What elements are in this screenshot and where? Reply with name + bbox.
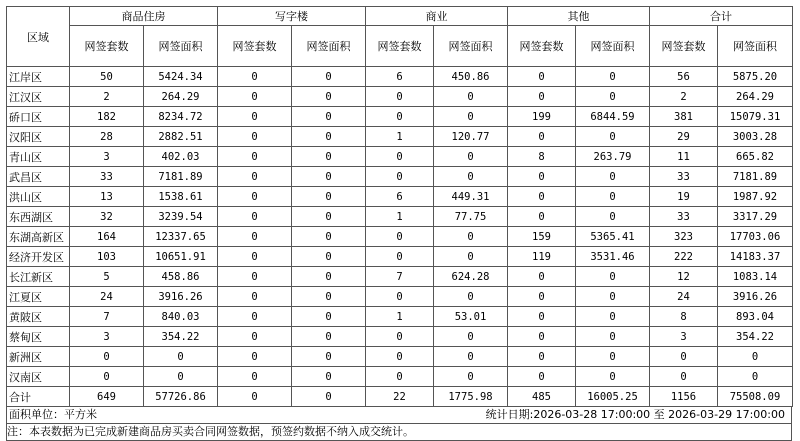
count-cell: 0 — [218, 287, 292, 307]
district-name: 江岸区 — [7, 67, 70, 87]
count-cell: 50 — [70, 67, 144, 87]
count-cell: 2 — [70, 87, 144, 107]
sub-header-count: 网签套数 — [508, 26, 576, 67]
count-cell: 29 — [650, 127, 718, 147]
table-row — [7, 187, 793, 207]
table-row — [7, 287, 793, 307]
count-cell: 0 — [366, 227, 434, 247]
count-cell: 1 — [366, 127, 434, 147]
count-cell: 6 — [366, 187, 434, 207]
count-cell: 0 — [508, 207, 576, 227]
area-cell: 0 — [576, 347, 650, 367]
count-cell: 0 — [218, 367, 292, 387]
table-row — [7, 327, 793, 347]
sub-header-count: 网签套数 — [650, 26, 718, 67]
district-name: 汉阳区 — [7, 127, 70, 147]
count-cell: 0 — [218, 207, 292, 227]
count-cell: 0 — [218, 227, 292, 247]
count-cell: 0 — [366, 327, 434, 347]
area-cell: 3531.46 — [576, 247, 650, 267]
area-cell: 77.75 — [434, 207, 508, 227]
table-row — [7, 107, 793, 127]
area-cell: 263.79 — [576, 147, 650, 167]
area-cell: 0 — [576, 267, 650, 287]
area-cell: 449.31 — [434, 187, 508, 207]
count-cell: 8 — [508, 147, 576, 167]
area-cell: 0 — [434, 107, 508, 127]
count-cell: 7 — [366, 267, 434, 287]
sub-header-area: 网签面积 — [144, 26, 218, 67]
count-cell: 0 — [218, 167, 292, 187]
area-cell: 0 — [292, 287, 366, 307]
area-cell: 0 — [576, 327, 650, 347]
sub-header-area: 网签面积 — [718, 26, 793, 67]
count-cell: 0 — [508, 307, 576, 327]
header-row-groups — [7, 7, 793, 26]
area-cell: 0 — [576, 187, 650, 207]
district-name: 长江新区 — [7, 267, 70, 287]
area-cell: 3003.28 — [718, 127, 793, 147]
group-header-office: 写字楼 — [218, 7, 366, 26]
count-cell: 33 — [650, 207, 718, 227]
area-cell: 0 — [292, 167, 366, 187]
count-cell: 103 — [70, 247, 144, 267]
count-cell: 24 — [70, 287, 144, 307]
count-cell: 0 — [218, 147, 292, 167]
count-cell: 0 — [508, 167, 576, 187]
area-cell: 8234.72 — [144, 107, 218, 127]
count-cell: 28 — [70, 127, 144, 147]
sub-header-count: 网签套数 — [70, 26, 144, 67]
count-cell: 13 — [70, 187, 144, 207]
group-header-residential: 商品住房 — [70, 7, 218, 26]
area-cell: 3916.26 — [144, 287, 218, 307]
district-name: 洪山区 — [7, 187, 70, 207]
count-cell: 0 — [508, 347, 576, 367]
area-cell: 893.04 — [718, 307, 793, 327]
table-row — [7, 267, 793, 287]
sub-header-area: 网签面积 — [292, 26, 366, 67]
area-cell: 0 — [576, 307, 650, 327]
table-row — [7, 347, 793, 367]
count-cell: 19 — [650, 187, 718, 207]
table-row — [7, 67, 793, 87]
district-name: 蔡甸区 — [7, 327, 70, 347]
count-cell: 0 — [508, 367, 576, 387]
count-cell: 6 — [366, 67, 434, 87]
count-cell: 33 — [650, 167, 718, 187]
count-cell: 159 — [508, 227, 576, 247]
table-row — [7, 127, 793, 147]
count-cell: 0 — [508, 87, 576, 107]
district-name: 江夏区 — [7, 287, 70, 307]
count-cell: 0 — [218, 387, 292, 407]
count-cell: 182 — [70, 107, 144, 127]
area-cell: 0 — [434, 327, 508, 347]
table-row — [7, 367, 793, 387]
count-cell: 0 — [218, 127, 292, 147]
area-cell: 1538.61 — [144, 187, 218, 207]
count-cell: 3 — [70, 147, 144, 167]
total-row — [7, 387, 793, 407]
area-cell: 624.28 — [434, 267, 508, 287]
area-cell: 0 — [576, 287, 650, 307]
area-cell: 0 — [292, 307, 366, 327]
count-cell: 5 — [70, 267, 144, 287]
area-cell: 12337.65 — [144, 227, 218, 247]
district-name: 经济开发区 — [7, 247, 70, 267]
count-cell: 0 — [218, 267, 292, 287]
area-cell: 0 — [434, 227, 508, 247]
area-cell: 0 — [292, 367, 366, 387]
area-cell: 57726.86 — [144, 387, 218, 407]
area-cell: 17703.06 — [718, 227, 793, 247]
area-cell: 354.22 — [718, 327, 793, 347]
area-cell: 0 — [576, 67, 650, 87]
count-cell: 0 — [218, 307, 292, 327]
area-cell: 0 — [292, 87, 366, 107]
count-cell: 323 — [650, 227, 718, 247]
area-cell: 264.29 — [144, 87, 218, 107]
area-cell: 1775.98 — [434, 387, 508, 407]
count-cell: 56 — [650, 67, 718, 87]
area-cell: 1083.14 — [718, 267, 793, 287]
count-cell: 199 — [508, 107, 576, 127]
count-cell: 0 — [366, 247, 434, 267]
area-cell: 0 — [434, 367, 508, 387]
report-container — [6, 6, 792, 441]
district-name: 武昌区 — [7, 167, 70, 187]
district-name: 硚口区 — [7, 107, 70, 127]
count-cell: 0 — [508, 67, 576, 87]
footer-unit-row — [6, 407, 792, 424]
district-name: 东湖高新区 — [7, 227, 70, 247]
count-cell: 8 — [650, 307, 718, 327]
area-cell: 0 — [292, 267, 366, 287]
area-cell: 7181.89 — [718, 167, 793, 187]
table-row — [7, 207, 793, 227]
count-cell: 485 — [508, 387, 576, 407]
area-cell: 0 — [292, 227, 366, 247]
area-cell: 0 — [144, 347, 218, 367]
count-cell: 0 — [218, 87, 292, 107]
count-cell: 32 — [70, 207, 144, 227]
area-cell: 75508.09 — [718, 387, 793, 407]
area-cell: 6844.59 — [576, 107, 650, 127]
count-cell: 0 — [508, 267, 576, 287]
count-cell: 0 — [508, 287, 576, 307]
count-cell: 381 — [650, 107, 718, 127]
count-cell: 0 — [366, 367, 434, 387]
count-cell: 0 — [650, 347, 718, 367]
area-cell: 0 — [292, 187, 366, 207]
transaction-table — [6, 6, 793, 407]
count-cell: 0 — [218, 247, 292, 267]
area-cell: 458.86 — [144, 267, 218, 287]
count-cell: 222 — [650, 247, 718, 267]
district-name: 黄陂区 — [7, 307, 70, 327]
area-cell: 0 — [434, 287, 508, 307]
count-cell: 0 — [366, 107, 434, 127]
district-name: 新洲区 — [7, 347, 70, 367]
area-cell: 16005.25 — [576, 387, 650, 407]
area-cell: 0 — [292, 147, 366, 167]
count-cell: 0 — [218, 67, 292, 87]
count-cell: 0 — [218, 107, 292, 127]
count-cell: 1156 — [650, 387, 718, 407]
group-header-commercial: 商业 — [366, 7, 508, 26]
count-cell: 22 — [366, 387, 434, 407]
footer-note: 注：本表数据为已完成新建商品房买卖合同网签数据，预签约数据不纳入成交统计。 — [6, 424, 792, 441]
sub-header-area: 网签面积 — [576, 26, 650, 67]
district-name: 江汉区 — [7, 87, 70, 107]
count-cell: 0 — [366, 347, 434, 367]
table-row — [7, 167, 793, 187]
count-cell: 0 — [508, 127, 576, 147]
group-header-total: 合计 — [650, 7, 793, 26]
area-cell: 3239.54 — [144, 207, 218, 227]
header-row-subcolumns — [7, 26, 793, 67]
count-cell: 24 — [650, 287, 718, 307]
area-cell: 3916.26 — [718, 287, 793, 307]
count-cell: 0 — [218, 327, 292, 347]
area-cell: 5875.20 — [718, 67, 793, 87]
count-cell: 0 — [366, 167, 434, 187]
count-cell: 3 — [650, 327, 718, 347]
table-row — [7, 87, 793, 107]
count-cell: 0 — [366, 287, 434, 307]
count-cell: 12 — [650, 267, 718, 287]
area-cell: 120.77 — [434, 127, 508, 147]
area-cell: 0 — [576, 167, 650, 187]
count-cell: 11 — [650, 147, 718, 167]
district-name: 青山区 — [7, 147, 70, 167]
count-cell: 0 — [366, 87, 434, 107]
district-header: 区域 — [7, 7, 70, 67]
district-name: 合计 — [7, 387, 70, 407]
area-cell: 5424.34 — [144, 67, 218, 87]
area-cell: 0 — [718, 347, 793, 367]
area-cell: 14183.37 — [718, 247, 793, 267]
count-cell: 0 — [650, 367, 718, 387]
sub-header-count: 网签套数 — [218, 26, 292, 67]
sub-header-area: 网签面积 — [434, 26, 508, 67]
area-cell: 354.22 — [144, 327, 218, 347]
area-cell: 2882.51 — [144, 127, 218, 147]
area-cell: 0 — [434, 167, 508, 187]
area-cell: 840.03 — [144, 307, 218, 327]
area-cell: 10651.91 — [144, 247, 218, 267]
district-name: 汉南区 — [7, 367, 70, 387]
area-cell: 0 — [292, 247, 366, 267]
count-cell: 1 — [366, 307, 434, 327]
district-name: 东西湖区 — [7, 207, 70, 227]
area-cell: 0 — [576, 127, 650, 147]
area-cell: 0 — [292, 67, 366, 87]
group-header-other: 其他 — [508, 7, 650, 26]
area-cell: 0 — [576, 207, 650, 227]
count-cell: 0 — [218, 347, 292, 367]
area-cell: 53.01 — [434, 307, 508, 327]
area-cell: 7181.89 — [144, 167, 218, 187]
count-cell: 0 — [218, 187, 292, 207]
area-cell: 15079.31 — [718, 107, 793, 127]
area-cell: 0 — [576, 87, 650, 107]
area-cell: 264.29 — [718, 87, 793, 107]
count-cell: 164 — [70, 227, 144, 247]
area-cell: 402.03 — [144, 147, 218, 167]
area-cell: 0 — [292, 387, 366, 407]
area-cell: 0 — [576, 367, 650, 387]
area-cell: 0 — [292, 347, 366, 367]
area-cell: 0 — [434, 347, 508, 367]
count-cell: 33 — [70, 167, 144, 187]
count-cell: 1 — [366, 207, 434, 227]
sub-header-count: 网签套数 — [366, 26, 434, 67]
count-cell: 0 — [366, 147, 434, 167]
area-cell: 0 — [718, 367, 793, 387]
area-cell: 5365.41 — [576, 227, 650, 247]
count-cell: 0 — [508, 187, 576, 207]
area-cell: 0 — [434, 147, 508, 167]
area-cell: 0 — [434, 87, 508, 107]
area-cell: 0 — [144, 367, 218, 387]
count-cell: 7 — [70, 307, 144, 327]
area-cell: 0 — [434, 247, 508, 267]
table-row — [7, 227, 793, 247]
area-cell: 665.82 — [718, 147, 793, 167]
area-cell: 0 — [292, 207, 366, 227]
area-cell: 1987.92 — [718, 187, 793, 207]
count-cell: 2 — [650, 87, 718, 107]
count-cell: 0 — [70, 367, 144, 387]
area-cell: 0 — [292, 327, 366, 347]
area-cell: 0 — [292, 127, 366, 147]
count-cell: 649 — [70, 387, 144, 407]
stat-date-range: 统计日期:2026-03-28 17:00:00 至 2026-03-29 17:00:00 — [485, 408, 785, 421]
area-cell: 0 — [292, 107, 366, 127]
count-cell: 119 — [508, 247, 576, 267]
count-cell: 0 — [508, 327, 576, 347]
table-row — [7, 307, 793, 327]
count-cell: 0 — [70, 347, 144, 367]
table-row — [7, 247, 793, 267]
area-cell: 450.86 — [434, 67, 508, 87]
area-unit-label: 面积单位：平方米 — [9, 408, 97, 421]
count-cell: 3 — [70, 327, 144, 347]
area-cell: 3317.29 — [718, 207, 793, 227]
table-row — [7, 147, 793, 167]
